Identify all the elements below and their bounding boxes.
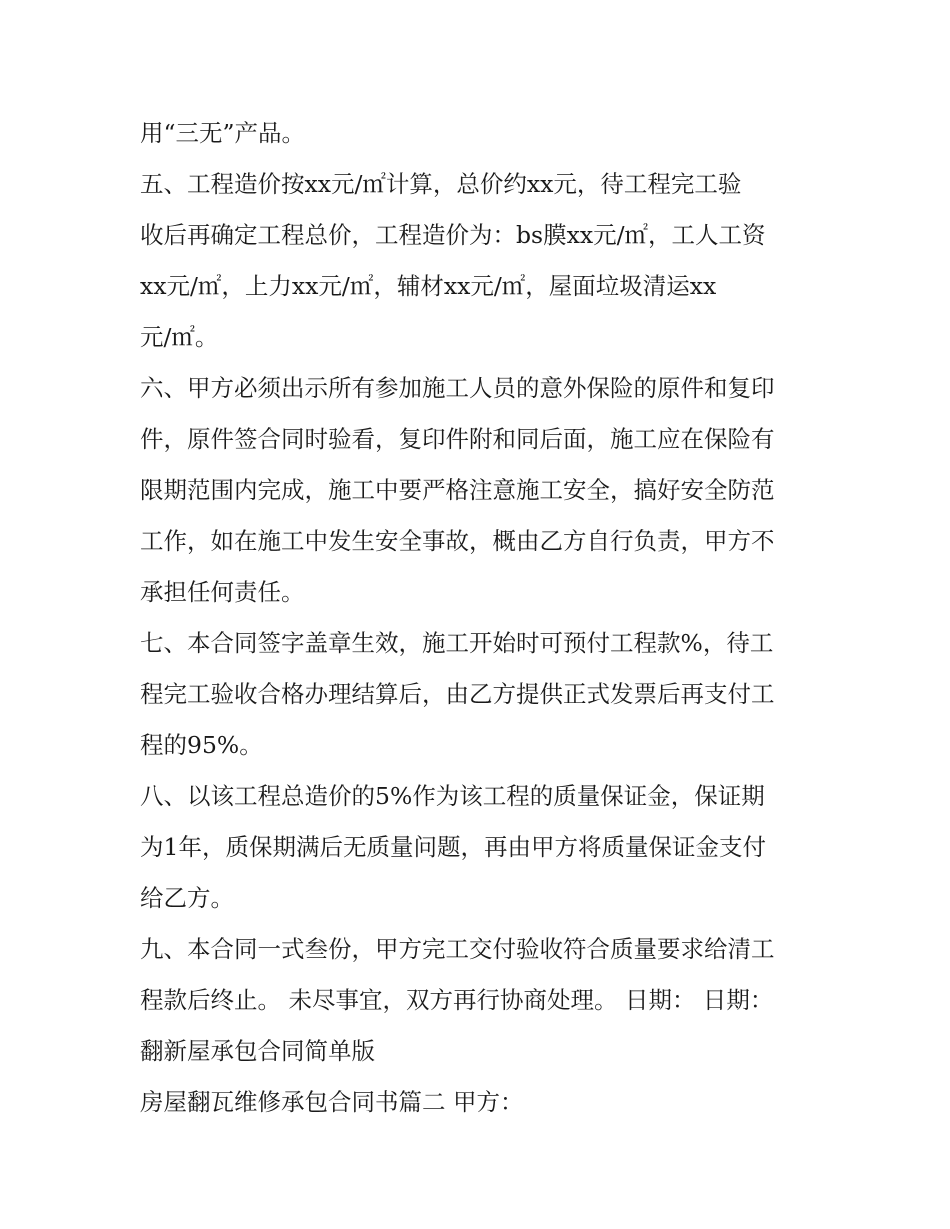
text-line: 元/㎡。 (140, 323, 219, 351)
text-line: 件，原件签合同时验看，复印件附和同后面，施工应在保险有 (140, 425, 775, 453)
text-line: xx元/㎡，上力xx元/㎡，辅材xx元/㎡，屋面垃圾清运xx (140, 272, 717, 300)
text-line: 程完工验收合格办理结算后，由乙方提供正式发票后再支付工 (140, 680, 775, 708)
text-line: 六、甲方必须出示所有参加施工人员的意外保险的原件和复印 (140, 374, 775, 402)
text-line: 承担任何责任。 (140, 578, 305, 606)
text-line: 工作，如在施工中发生安全事故，概由乙方自行负责，甲方不 (140, 527, 775, 555)
text-line: 房屋翻瓦维修承包合同书篇二 甲方： (140, 1088, 524, 1116)
text-line: 收后再确定工程总价，工程造价为：bs膜xx元/㎡，工人工资 (140, 221, 766, 249)
text-line: 九、本合同一式叁份，甲方完工交付验收符合质量要求给清工 (140, 935, 775, 963)
text-line: 程的95%。 (140, 731, 263, 759)
text-line: 用“三无”产品。 (140, 119, 306, 147)
text-line: 五、工程造价按xx元/㎡计算，总价约xx元，待工程完工验 (140, 170, 742, 198)
text-line: 限期范围内完成，施工中要严格注意施工安全，搞好安全防范 (140, 476, 775, 504)
text-line: 给乙方。 (140, 884, 234, 912)
text-line: 程款后终止。 未尽事宜，双方再行协商处理。 日期： 日期： (140, 986, 774, 1014)
text-line: 为1年，质保期满后无质量问题，再由甲方将质量保证金支付 (140, 833, 766, 861)
document-body (140, 108, 820, 1128)
text-line: 八、以该工程总造价的5%作为该工程的质量保证金，保证期 (140, 782, 765, 810)
text-line: 翻新屋承包合同简单版 (140, 1037, 375, 1065)
text-line: 七、本合同签字盖章生效，施工开始时可预付工程款%，待工 (140, 629, 774, 657)
